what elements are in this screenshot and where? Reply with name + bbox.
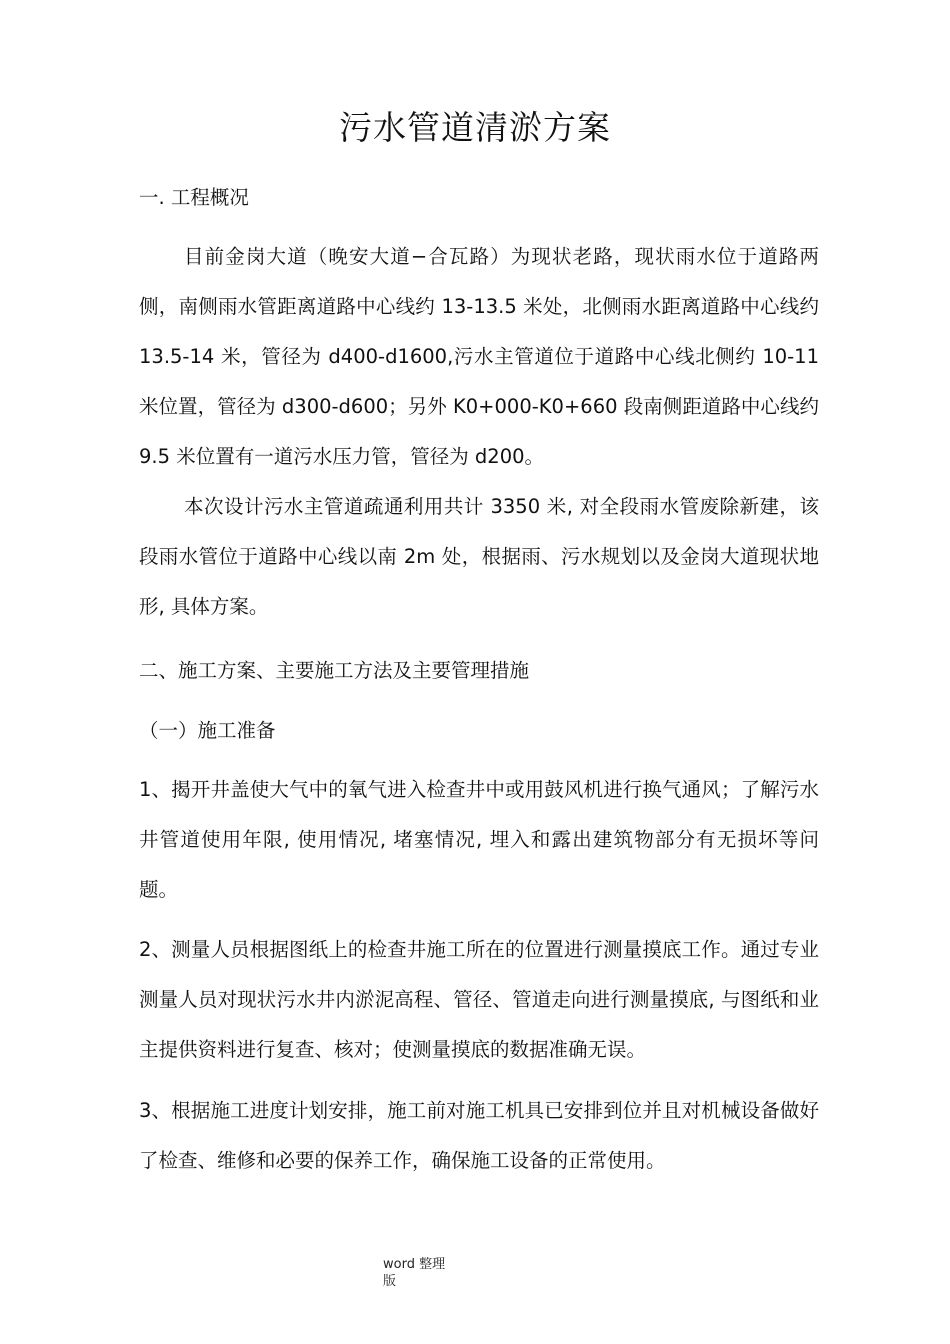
- preparation-item-2: 2、测量人员根据图纸上的检查井施工所在的位置进行测量摸底工作。通过专业测量人员对现状污水井内淤泥高程、管径、管道走向进行测量摸底, 与图纸和业主提供资料进行复查、核对；使测量摸底的数据准确无误。: [139, 938, 819, 1061]
- overview-paragraph-2: 本次设计污水主管道疏通利用共计 3350 米, 对全段雨水管废除新建，该段雨水管位于道路中心线以南 2m 处，根据雨、污水规划以及金岗大道现状地形, 具体方案。: [139, 495, 819, 618]
- document-title: 污水管道清淤方案: [339, 108, 611, 147]
- page-footer: word 整理版: [383, 1257, 446, 1289]
- section-heading-construction: 二、施工方案、主要施工方法及主要管理措施: [139, 659, 530, 682]
- preparation-item-3: 3、根据施工进度计划安排，施工前对施工机具已安排到位并且对机械设备做好了检查、维修和必要的保养工作，确保施工设备的正常使用。: [139, 1099, 819, 1172]
- subsection-heading-preparation: （一）施工准备: [139, 719, 276, 742]
- section-heading-overview: 一. 工程概况: [139, 186, 249, 209]
- preparation-item-1: 1、揭开井盖使大气中的氧气进入检查井中或用鼓风机进行换气通风；了解污水井管道使用年限, 使用情况, 堵塞情况, 埋入和露出建筑物部分有无损坏等问题。: [139, 778, 819, 901]
- overview-paragraph-1: 目前金岗大道（晚安大道−合瓦路）为现状老路，现状雨水位于道路两侧，南侧雨水管距离道路中心线约 13-13.5 米处，北侧雨水距离道路中心线约 13.5-14 米，管径为 d400-d1600,污水主管道位于道路中心线北侧约 10-11 米位置，管径为 d300-d600；另外 K0+000-K0+660 段南侧距道路中心线约 9.5 米位置有一道污水压力管，管径为 d200。: [139, 245, 819, 468]
